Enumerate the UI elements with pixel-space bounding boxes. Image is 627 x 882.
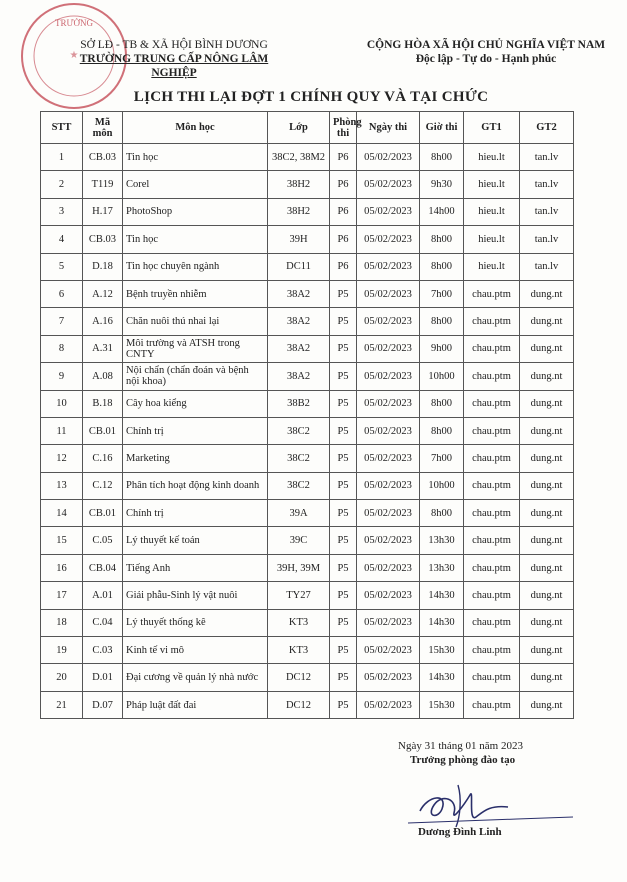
cell-class: KT3 xyxy=(268,637,330,664)
cell-date: 05/02/2023 xyxy=(357,582,420,609)
cell-class: 39C xyxy=(268,527,330,554)
cell-class: 38C2, 38M2 xyxy=(268,144,330,171)
table-row xyxy=(41,363,574,390)
cell-subject-code: H.17 xyxy=(83,198,123,225)
signer-name: Dương Đình Linh xyxy=(418,826,502,838)
cell-room: P5 xyxy=(330,363,357,390)
cell-stt: 17 xyxy=(41,582,83,609)
org-name: TRƯỜNG TRUNG CẤP NÔNG LÂM NGHIỆP xyxy=(79,53,269,79)
table-row xyxy=(41,417,574,444)
table-row xyxy=(41,226,574,253)
cell-subject-code: D.07 xyxy=(83,691,123,718)
cell-stt: 8 xyxy=(41,335,83,362)
cell-gt2: dung.nt xyxy=(520,280,574,307)
cell-subject-code: CB.04 xyxy=(83,554,123,581)
cell-stt: 2 xyxy=(41,171,83,198)
cell-subject: Giải phẫu-Sinh lý vật nuôi xyxy=(123,582,268,609)
cell-gt1: chau.ptm xyxy=(464,637,520,664)
cell-subject-code: A.08 xyxy=(83,363,123,390)
cell-gt1: chau.ptm xyxy=(464,280,520,307)
cell-time: 13h30 xyxy=(420,527,464,554)
cell-gt1: chau.ptm xyxy=(464,417,520,444)
sign-date: Ngày 31 tháng 01 năm 2023 xyxy=(398,740,523,752)
cell-date: 05/02/2023 xyxy=(357,472,420,499)
col-room: Phòng thi xyxy=(330,112,357,144)
table-row xyxy=(41,472,574,499)
cell-stt: 15 xyxy=(41,527,83,554)
col-subject: Môn học xyxy=(123,112,268,144)
cell-class: DC12 xyxy=(268,691,330,718)
cell-room: P5 xyxy=(330,280,357,307)
cell-gt1: chau.ptm xyxy=(464,582,520,609)
cell-subject: Phân tích hoạt động kinh doanh xyxy=(123,472,268,499)
cell-stt: 12 xyxy=(41,445,83,472)
cell-subject: Cây hoa kiểng xyxy=(123,390,268,417)
cell-room: P5 xyxy=(330,472,357,499)
cell-gt2: tan.lv xyxy=(520,226,574,253)
cell-gt2: dung.nt xyxy=(520,417,574,444)
cell-time: 8h00 xyxy=(420,500,464,527)
cell-time: 8h00 xyxy=(420,144,464,171)
cell-date: 05/02/2023 xyxy=(357,144,420,171)
cell-gt2: dung.nt xyxy=(520,335,574,362)
table-row xyxy=(41,554,574,581)
cell-date: 05/02/2023 xyxy=(357,280,420,307)
org-parent: SỞ LĐ - TB & XÃ HỘI BÌNH DƯƠNG xyxy=(80,39,268,51)
cell-date: 05/02/2023 xyxy=(357,554,420,581)
cell-gt1: hieu.lt xyxy=(464,171,520,198)
cell-time: 15h30 xyxy=(420,637,464,664)
cell-subject-code: A.31 xyxy=(83,335,123,362)
cell-time: 9h30 xyxy=(420,171,464,198)
cell-subject: Bệnh truyền nhiễm xyxy=(123,280,268,307)
cell-date: 05/02/2023 xyxy=(357,417,420,444)
cell-date: 05/02/2023 xyxy=(357,363,420,390)
cell-date: 05/02/2023 xyxy=(357,253,420,280)
cell-gt2: dung.nt xyxy=(520,637,574,664)
col-class: Lớp xyxy=(268,112,330,144)
col-time: Giờ thi xyxy=(420,112,464,144)
table-row xyxy=(41,691,574,718)
cell-subject: Pháp luật đất đai xyxy=(123,691,268,718)
table-row xyxy=(41,527,574,554)
cell-stt: 19 xyxy=(41,637,83,664)
cell-gt2: dung.nt xyxy=(520,500,574,527)
cell-class: 38C2 xyxy=(268,445,330,472)
cell-date: 05/02/2023 xyxy=(357,527,420,554)
cell-subject-code: D.01 xyxy=(83,664,123,691)
cell-gt1: chau.ptm xyxy=(464,664,520,691)
table-row xyxy=(41,308,574,335)
cell-stt: 21 xyxy=(41,691,83,718)
cell-gt1: chau.ptm xyxy=(464,308,520,335)
cell-subject: Lý thuyết kế toán xyxy=(123,527,268,554)
cell-room: P6 xyxy=(330,198,357,225)
cell-gt1: chau.ptm xyxy=(464,472,520,499)
cell-date: 05/02/2023 xyxy=(357,171,420,198)
cell-gt1: hieu.lt xyxy=(464,144,520,171)
cell-gt2: tan.lv xyxy=(520,171,574,198)
cell-gt1: chau.ptm xyxy=(464,691,520,718)
page-title: LỊCH THI LẠI ĐỢT 1 CHÍNH QUY VÀ TẠI CHỨC xyxy=(133,89,489,105)
table-row xyxy=(41,500,574,527)
table-row xyxy=(41,609,574,636)
svg-text:TRƯỜNG: TRƯỜNG xyxy=(55,18,93,28)
cell-date: 05/02/2023 xyxy=(357,226,420,253)
cell-time: 9h00 xyxy=(420,335,464,362)
cell-subject: Tin học xyxy=(123,226,268,253)
cell-date: 05/02/2023 xyxy=(357,390,420,417)
cell-time: 15h30 xyxy=(420,691,464,718)
cell-date: 05/02/2023 xyxy=(357,637,420,664)
cell-class: 38H2 xyxy=(268,171,330,198)
nation-title: CỘNG HÒA XÃ HỘI CHỦ NGHĨA VIỆT NAM xyxy=(366,39,606,51)
cell-gt1: chau.ptm xyxy=(464,335,520,362)
table-row xyxy=(41,335,574,362)
cell-subject-code: C.12 xyxy=(83,472,123,499)
cell-date: 05/02/2023 xyxy=(357,445,420,472)
cell-stt: 20 xyxy=(41,664,83,691)
cell-room: P5 xyxy=(330,691,357,718)
cell-class: DC11 xyxy=(268,253,330,280)
cell-stt: 6 xyxy=(41,280,83,307)
cell-subject-code: CB.03 xyxy=(83,226,123,253)
cell-subject: Tin học xyxy=(123,144,268,171)
cell-subject: PhotoShop xyxy=(123,198,268,225)
cell-date: 05/02/2023 xyxy=(357,308,420,335)
cell-stt: 11 xyxy=(41,417,83,444)
cell-subject: Môi trường và ATSH trong CNTY xyxy=(123,335,268,362)
cell-time: 14h30 xyxy=(420,609,464,636)
cell-class: 38H2 xyxy=(268,198,330,225)
cell-room: P5 xyxy=(330,554,357,581)
cell-room: P5 xyxy=(330,527,357,554)
cell-gt1: chau.ptm xyxy=(464,500,520,527)
cell-subject: Chăn nuôi thú nhai lại xyxy=(123,308,268,335)
cell-subject-code: C.04 xyxy=(83,609,123,636)
cell-class: 38A2 xyxy=(268,335,330,362)
cell-class: 38C2 xyxy=(268,472,330,499)
cell-room: P6 xyxy=(330,144,357,171)
cell-gt1: chau.ptm xyxy=(464,609,520,636)
cell-gt2: dung.nt xyxy=(520,472,574,499)
cell-class: 38A2 xyxy=(268,308,330,335)
col-gt1: GT1 xyxy=(464,112,520,144)
signature xyxy=(398,765,578,835)
cell-gt2: dung.nt xyxy=(520,554,574,581)
table-row xyxy=(41,253,574,280)
cell-gt2: tan.lv xyxy=(520,144,574,171)
col-date: Ngày thi xyxy=(357,112,420,144)
cell-stt: 1 xyxy=(41,144,83,171)
cell-date: 05/02/2023 xyxy=(357,691,420,718)
cell-subject-code: C.03 xyxy=(83,637,123,664)
cell-stt: 13 xyxy=(41,472,83,499)
cell-gt2: dung.nt xyxy=(520,445,574,472)
cell-room: P5 xyxy=(330,500,357,527)
cell-gt2: dung.nt xyxy=(520,664,574,691)
cell-gt1: chau.ptm xyxy=(464,527,520,554)
cell-date: 05/02/2023 xyxy=(357,664,420,691)
cell-gt2: dung.nt xyxy=(520,308,574,335)
header-right xyxy=(345,38,627,66)
cell-room: P5 xyxy=(330,417,357,444)
cell-room: P5 xyxy=(330,609,357,636)
exam-schedule-table xyxy=(40,111,574,719)
cell-date: 05/02/2023 xyxy=(357,198,420,225)
cell-class: 38B2 xyxy=(268,390,330,417)
cell-gt2: dung.nt xyxy=(520,582,574,609)
cell-subject: Marketing xyxy=(123,445,268,472)
cell-date: 05/02/2023 xyxy=(357,335,420,362)
table-row xyxy=(41,582,574,609)
cell-time: 8h00 xyxy=(420,390,464,417)
cell-subject: Tiếng Anh xyxy=(123,554,268,581)
cell-gt2: dung.nt xyxy=(520,691,574,718)
cell-room: P6 xyxy=(330,171,357,198)
motto: Độc lập - Tự do - Hạnh phúc xyxy=(415,53,557,65)
cell-room: P5 xyxy=(330,308,357,335)
cell-time: 8h00 xyxy=(420,226,464,253)
cell-time: 7h00 xyxy=(420,445,464,472)
cell-class: 38C2 xyxy=(268,417,330,444)
cell-room: P6 xyxy=(330,226,357,253)
cell-date: 05/02/2023 xyxy=(357,609,420,636)
cell-subject-code: T119 xyxy=(83,171,123,198)
cell-gt1: chau.ptm xyxy=(464,554,520,581)
cell-time: 10h00 xyxy=(420,363,464,390)
cell-class: 39A xyxy=(268,500,330,527)
cell-class: 38A2 xyxy=(268,280,330,307)
cell-room: P5 xyxy=(330,445,357,472)
cell-subject-code: D.18 xyxy=(83,253,123,280)
cell-stt: 14 xyxy=(41,500,83,527)
cell-gt2: dung.nt xyxy=(520,390,574,417)
cell-time: 8h00 xyxy=(420,253,464,280)
cell-class: DC12 xyxy=(268,664,330,691)
cell-class: 39H xyxy=(268,226,330,253)
col-gt2: GT2 xyxy=(520,112,574,144)
cell-subject-code: A.16 xyxy=(83,308,123,335)
cell-class: TY27 xyxy=(268,582,330,609)
cell-subject: Tin học chuyên ngành xyxy=(123,253,268,280)
cell-gt2: dung.nt xyxy=(520,363,574,390)
table-row xyxy=(41,664,574,691)
cell-time: 8h00 xyxy=(420,308,464,335)
table-row xyxy=(41,445,574,472)
cell-room: P5 xyxy=(330,335,357,362)
cell-subject-code: CB.01 xyxy=(83,417,123,444)
cell-gt1: chau.ptm xyxy=(464,445,520,472)
cell-room: P5 xyxy=(330,390,357,417)
cell-subject: Kinh tế vi mô xyxy=(123,637,268,664)
cell-class: 38A2 xyxy=(268,363,330,390)
cell-gt1: hieu.lt xyxy=(464,198,520,225)
header-left xyxy=(58,38,290,80)
table-row xyxy=(41,144,574,171)
cell-gt1: hieu.lt xyxy=(464,226,520,253)
cell-stt: 4 xyxy=(41,226,83,253)
signer-title: Trưởng phòng đào tạo xyxy=(410,754,516,766)
cell-gt2: tan.lv xyxy=(520,253,574,280)
cell-subject-code: B.18 xyxy=(83,390,123,417)
cell-stt: 10 xyxy=(41,390,83,417)
cell-gt1: chau.ptm xyxy=(464,390,520,417)
table-row xyxy=(41,390,574,417)
cell-gt2: dung.nt xyxy=(520,527,574,554)
cell-time: 14h30 xyxy=(420,664,464,691)
cell-subject: Nội chẩn (chẩn đoán và bệnh nội khoa) xyxy=(123,363,268,390)
cell-time: 10h00 xyxy=(420,472,464,499)
cell-subject-code: CB.01 xyxy=(83,500,123,527)
col-stt: STT xyxy=(41,112,83,144)
cell-subject-code: A.01 xyxy=(83,582,123,609)
cell-class: 39H, 39M xyxy=(268,554,330,581)
cell-subject-code: C.05 xyxy=(83,527,123,554)
cell-stt: 7 xyxy=(41,308,83,335)
cell-stt: 18 xyxy=(41,609,83,636)
cell-stt: 3 xyxy=(41,198,83,225)
table-body xyxy=(41,144,574,719)
table-row xyxy=(41,280,574,307)
cell-stt: 16 xyxy=(41,554,83,581)
cell-subject-code: CB.03 xyxy=(83,144,123,171)
cell-gt2: dung.nt xyxy=(520,609,574,636)
table-row xyxy=(41,637,574,664)
cell-stt: 5 xyxy=(41,253,83,280)
cell-time: 7h00 xyxy=(420,280,464,307)
cell-room: P5 xyxy=(330,582,357,609)
table-row xyxy=(41,171,574,198)
cell-time: 14h00 xyxy=(420,198,464,225)
table-row xyxy=(41,198,574,225)
cell-time: 8h00 xyxy=(420,417,464,444)
cell-gt1: hieu.lt xyxy=(464,253,520,280)
cell-room: P5 xyxy=(330,637,357,664)
cell-room: P6 xyxy=(330,253,357,280)
cell-subject: Đại cương về quản lý nhà nước xyxy=(123,664,268,691)
cell-stt: 9 xyxy=(41,363,83,390)
cell-gt1: chau.ptm xyxy=(464,363,520,390)
cell-subject-code: A.12 xyxy=(83,280,123,307)
cell-time: 13h30 xyxy=(420,554,464,581)
cell-subject: Corel xyxy=(123,171,268,198)
table-header-row xyxy=(41,112,574,144)
cell-subject: Chính trị xyxy=(123,500,268,527)
cell-room: P5 xyxy=(330,664,357,691)
cell-subject: Lý thuyết thống kê xyxy=(123,609,268,636)
svg-text:★: ★ xyxy=(69,50,79,61)
cell-date: 05/02/2023 xyxy=(357,500,420,527)
cell-subject-code: C.16 xyxy=(83,445,123,472)
cell-class: KT3 xyxy=(268,609,330,636)
cell-gt2: tan.lv xyxy=(520,198,574,225)
cell-time: 14h30 xyxy=(420,582,464,609)
col-subject-code: Mã môn xyxy=(83,112,123,144)
cell-subject: Chính trị xyxy=(123,417,268,444)
